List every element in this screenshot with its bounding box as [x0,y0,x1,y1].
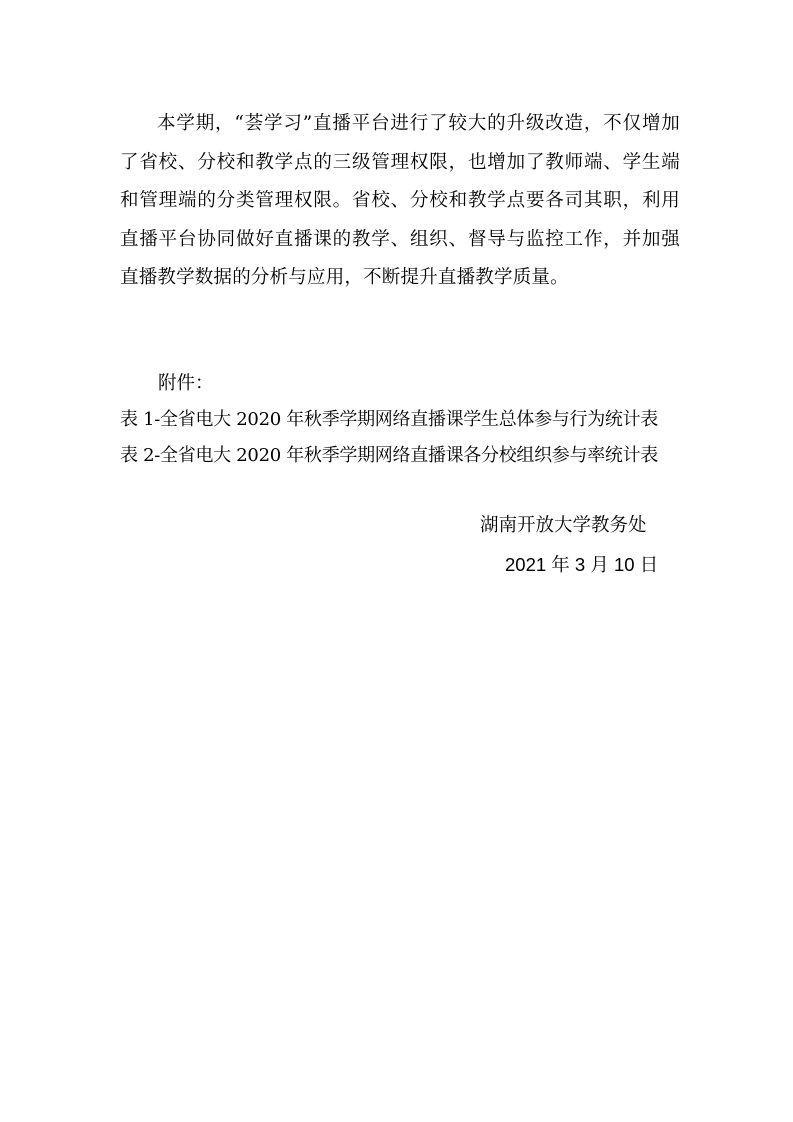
body-paragraph: 本学期，“荟学习”直播平台进行了较大的升级改造，不仅增加了省校、分校和教学点的三级管理权限，也增加了教师端、学生端和管理端的分类管理权限。省校、分校和教学点要各司其职，利用直播平台协同做好直播课的教学、组织、督导与监控工作，并加强直播教学数据的分析与应用，不断提升直播教学质量。 [120,113,680,288]
signature-date: 2021 年 3 月 10 日 [505,554,659,575]
attachments-label: 附件： [158,373,214,394]
attachment-item-1: 表 1-全省电大 2020 年秋季学期网络直播课学生总体参与行为统计表 [120,409,659,430]
attachments-list [120,402,685,474]
signature-organization: 湖南开放大学教务处 [480,515,647,536]
attachment-item-2: 表 2-全省电大 2020 年秋季学期网络直播课各分校组织参与率统计表 [120,445,659,466]
